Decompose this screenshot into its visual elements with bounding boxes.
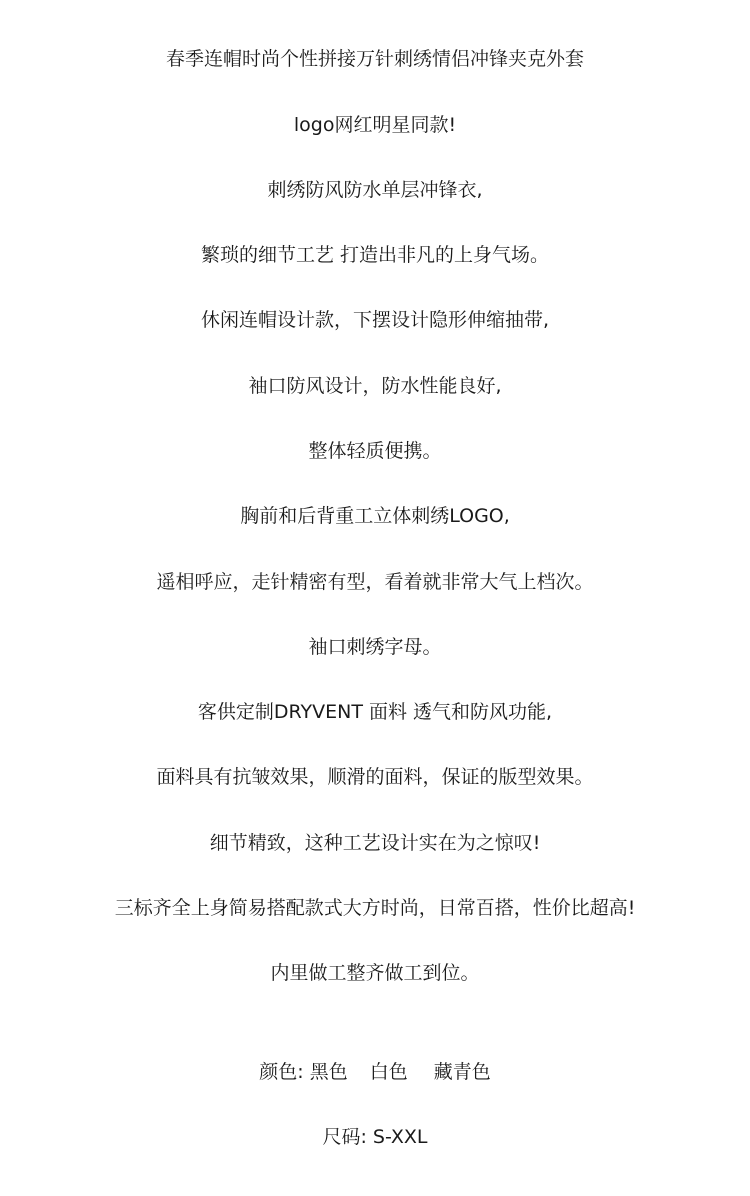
description-line: 客供定制DRYVENT 面料 透气和防风功能, <box>197 701 553 723</box>
description-line: logo网红明星同款! <box>293 114 457 136</box>
description-line: 遥相呼应，走针精密有型，看着就非常大气上档次。 <box>156 571 594 593</box>
size-value: S-XXL <box>372 1126 428 1148</box>
description-line: 袖口防风设计，防水性能良好, <box>248 375 502 397</box>
size-label: 尺码: <box>322 1126 367 1148</box>
description-line: 面料具有抗皱效果，顺滑的面料，保证的版型效果。 <box>156 766 594 788</box>
description-line: 休闲连帽设计款，下摆设计隐形伸缩抽带, <box>200 309 550 331</box>
description-line: 细节精致，这种工艺设计实在为之惊叹! <box>209 832 541 854</box>
description-line: 三标齐全上身简易搭配款式大方时尚，日常百搭，性价比超高! <box>114 897 636 919</box>
color-options <box>0 1060 750 1084</box>
description-line: 春季连帽时尚个性拼接万针刺绣情侣冲锋夹克外套 <box>165 48 584 70</box>
description-line: 内里做工整齐做工到位。 <box>270 962 480 984</box>
description-line: 繁琐的细节工艺 打造出非凡的上身气场。 <box>200 244 550 266</box>
color-label: 颜色: <box>259 1061 304 1083</box>
description-line: 刺绣防风防水单层冲锋衣, <box>267 179 483 201</box>
description-line: 袖口刺绣字母。 <box>308 636 442 658</box>
description-line: 胸前和后背重工立体刺绣LOGO, <box>240 505 510 527</box>
color-option-white: 白色 <box>369 1061 408 1083</box>
description-line: 整体轻质便携。 <box>308 440 442 462</box>
size-info <box>0 1125 750 1149</box>
color-option-black: 黑色 <box>309 1061 348 1083</box>
color-option-navy: 藏青色 <box>433 1061 491 1083</box>
